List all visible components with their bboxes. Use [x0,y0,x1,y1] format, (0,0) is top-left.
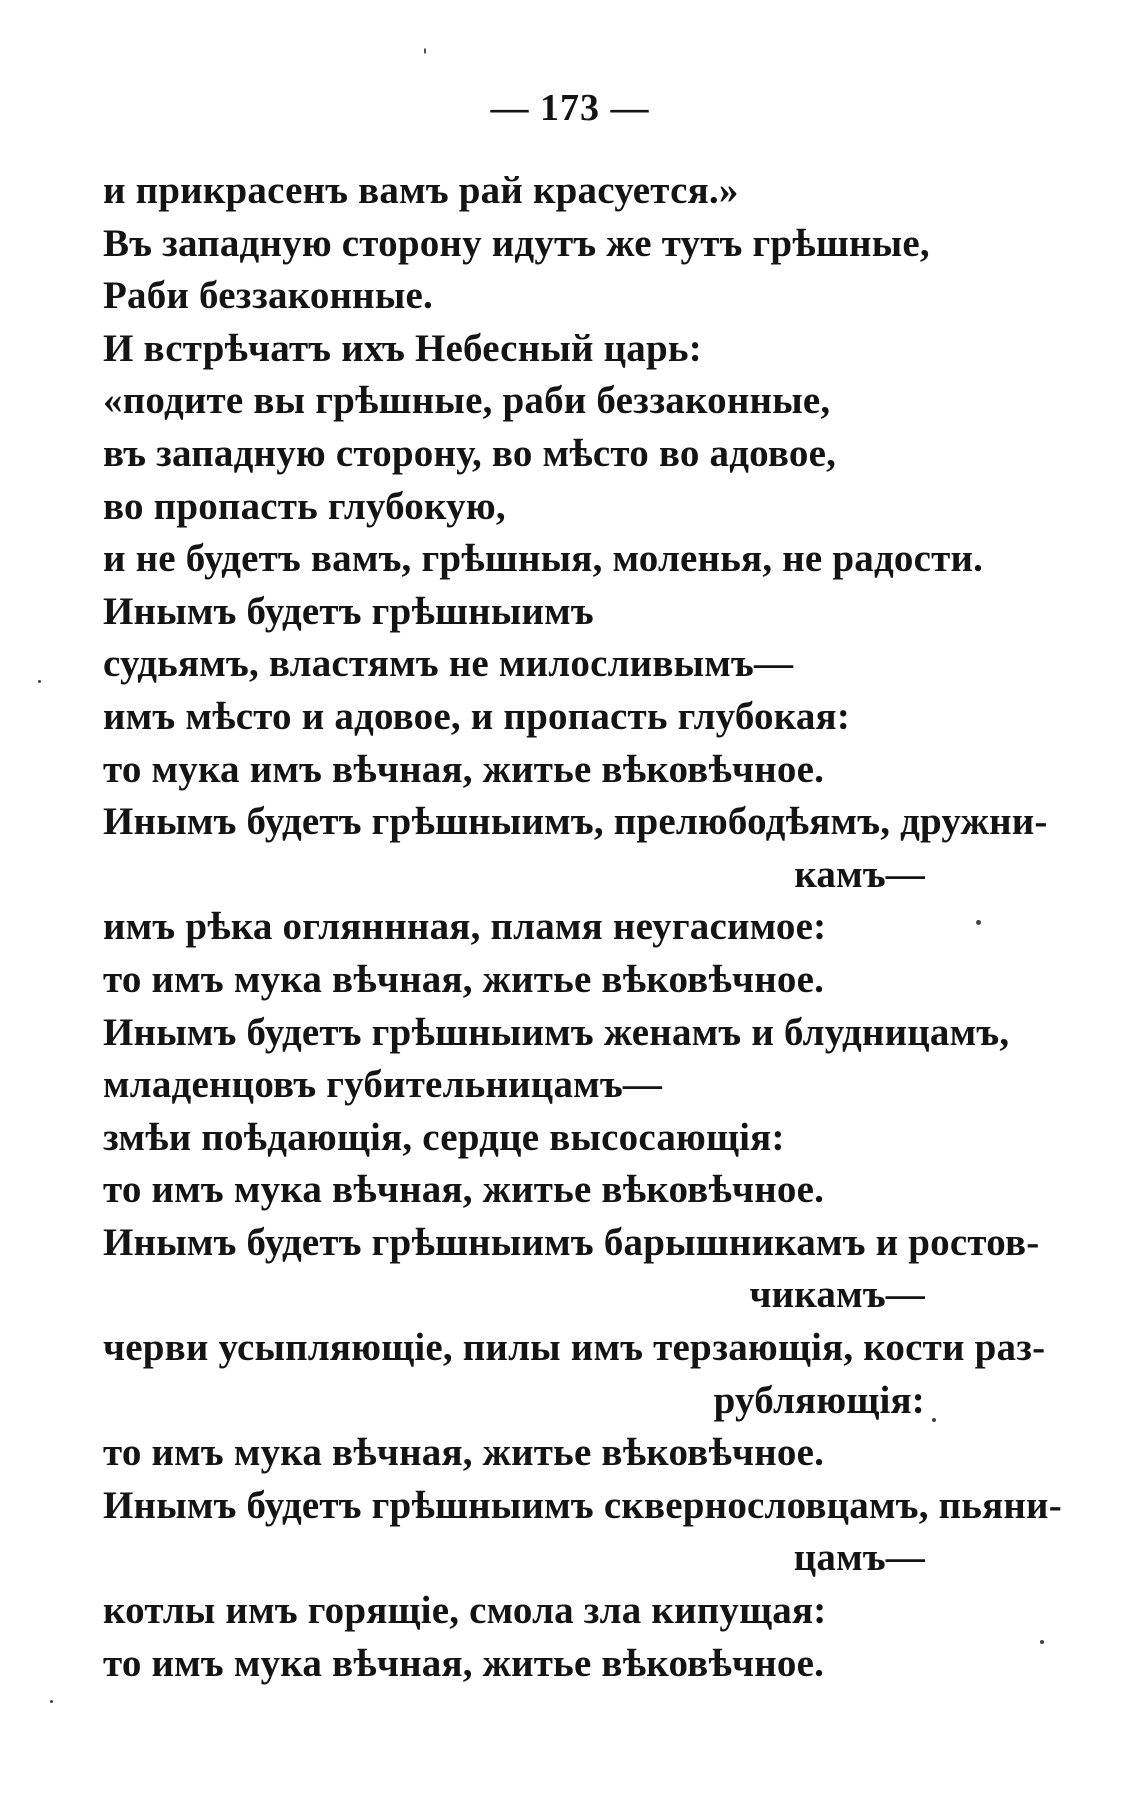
verse-line: и прикрасенъ вамъ рай красуется.» [103,169,739,212]
verse-text [103,165,1062,1690]
verse-line-continuation: камъ— [794,852,925,896]
verse-line: младенцовъ губительницамъ— [103,1063,663,1107]
verse-line: котлы имъ горящіе, смола зла кипущая: [103,1589,827,1633]
verse-line: «подите вы грѣшные, раби беззаконные, [103,379,831,423]
verse-line-continuation: рубляющія: [713,1378,925,1422]
verse-line: то имъ мука вѣчная, житье вѣковѣчное. [103,1641,825,1685]
verse-line: имъ мѣсто и адовое, и пропасть глубокая: [103,694,851,738]
scan-speck [976,920,981,925]
verse-line: то имъ мука вѣчная, житье вѣковѣчное. [103,957,825,1001]
verse-line: Инымъ будетъ грѣшныимъ сквернословцамъ, пьяни- [103,1483,1062,1527]
verse-line: Инымъ будетъ грѣшныимъ женамъ и блудницамъ, [103,1010,1010,1054]
verse-line: имъ рѣка огляннная, пламя неугасимое: [103,905,827,949]
page-number: — 173 — [490,87,650,129]
verse-line: змѣи поѣдающія, сердце высосающія: [103,1115,785,1159]
verse-line: И встрѣчатъ ихъ Небесный царь: [103,326,702,370]
verse-line: черви усыпляющіе, пилы имъ терзающія, кости раз- [103,1326,1046,1370]
scan-speck [38,680,41,683]
scan-speck [932,1418,936,1422]
verse-line-continuation: цамъ— [793,1536,925,1580]
verse-line: то мука имъ вѣчная, житье вѣковѣчное. [103,747,825,791]
verse-line: Раби беззаконные. [103,274,433,318]
verse-line: Инымъ будетъ грѣшныимъ, прелюбодѣямъ, дружни- [103,800,1048,844]
verse-line: въ западную сторону, во мѣсто во адовое, [103,431,837,475]
verse-line: то имъ мука вѣчная, житье вѣковѣчное. [103,1431,825,1475]
verse-line: судьямъ, властямъ не милосливымъ— [103,642,794,686]
verse-line: Инымъ будетъ грѣшныимъ [103,589,594,633]
verse-line: во пропасть глубокую, [103,484,506,528]
verse-line-continuation: чикамъ— [749,1273,925,1317]
scan-speck [424,48,426,54]
verse-line: Инымъ будетъ грѣшныимъ барышникамъ и ростов- [103,1220,1040,1264]
scan-speck [1040,1640,1044,1644]
verse-line: и не будетъ вамъ, грѣшныя, моленья, не радости. [103,537,984,581]
verse-line: Въ западную сторону идутъ же тутъ грѣшные, [103,221,930,265]
scan-speck [50,1700,53,1703]
verse-line: то имъ мука вѣчная, житье вѣковѣчное. [103,1168,825,1212]
